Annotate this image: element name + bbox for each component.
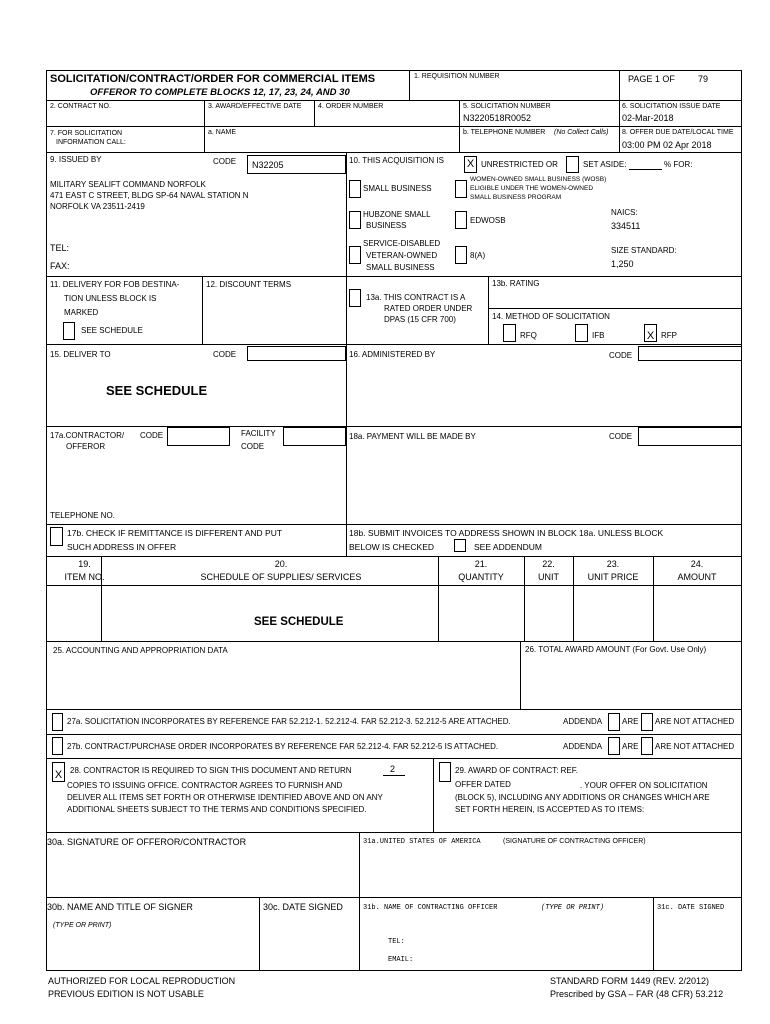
29-line-1: 29. AWARD OF CONTRACT: REF. xyxy=(455,766,578,775)
offer-due-value: 03:00 PM 02 Apr 2018 xyxy=(622,140,712,150)
contracting-officer-name-label: 31b. NAME OF CONTRACTING OFFICER xyxy=(363,904,498,912)
hubzone-label-1: HUBZONE SMALL xyxy=(363,210,431,219)
27b-are-checkbox[interactable] xyxy=(608,737,620,755)
info-call-label-2: INFORMATION CALL: xyxy=(56,139,126,146)
solicitation-number-label: 5. SOLICITATION NUMBER xyxy=(463,103,551,110)
sdvosb-label-3: SMALL BUSINESS xyxy=(366,263,435,272)
hubzone-label-2: BUSINESS xyxy=(366,221,407,230)
28-copies-line[interactable] xyxy=(383,775,405,776)
set-aside-checkbox[interactable] xyxy=(566,156,579,173)
edwosb-label: EDWOSB xyxy=(470,216,506,225)
contractor-label-1: 17a.CONTRACTOR/ xyxy=(50,431,125,440)
page-label: PAGE 1 OF xyxy=(628,74,675,84)
see-schedule-label: SEE SCHEDULE xyxy=(81,326,143,335)
wosb-label-1: WOMEN-OWNED SMALL BUSINESS (WOSB) xyxy=(470,176,607,183)
28-line-2: COPIES TO ISSUING OFFICE. CONTRACTOR AGREES TO FURNISH AND xyxy=(67,781,343,790)
col-unit-price: UNIT PRICE xyxy=(587,572,639,582)
deliver-to-code-field[interactable] xyxy=(247,346,346,361)
method-label: 14. METHOD OF SOLICITATION xyxy=(492,312,610,321)
col-amount-num: 24. xyxy=(690,559,704,569)
footer-authorized: AUTHORIZED FOR LOCAL REPRODUCTION xyxy=(48,976,236,986)
wosb-label-2: ELIGIBLE UNDER THE WOMEN-OWNED xyxy=(470,185,594,192)
payment-code-label: CODE xyxy=(609,432,633,441)
footer-previous-edition: PREVIOUS EDITION IS NOT USABLE xyxy=(48,989,204,999)
27b-are-label: ARE xyxy=(622,742,639,751)
29-checkbox[interactable] xyxy=(439,762,451,782)
27a-are-label: ARE xyxy=(622,717,639,726)
issuer-address-line1: MILITARY SEALIFT COMMAND NORFOLK xyxy=(50,180,206,189)
col-unit: UNIT xyxy=(538,572,559,582)
acquisition-label: 10. THIS ACQUISITION IS xyxy=(349,156,444,165)
27a-label: 27a. SOLICITATION INCORPORATES BY REFERENCE FAR 52.212-1. 52.212-4. FAR 52.212-3. 52.212-5 ARE ATTACHED. xyxy=(67,717,511,726)
28-line-3: DELIVER ALL ITEMS SET FORTH OR OTHERWISE IDENTIFIED ABOVE AND ON ANY xyxy=(67,793,383,802)
deliver-to-see-schedule: SEE SCHEDULE xyxy=(106,383,208,398)
col-item-no-num: 19. xyxy=(78,559,91,569)
dpas-label-1: 13a. THIS CONTRACT IS A xyxy=(366,293,466,302)
facility-label-2: CODE xyxy=(241,442,265,451)
issuer-fax-label: FAX: xyxy=(50,261,70,271)
col-schedule-num: 20. xyxy=(274,559,288,569)
sdvosb-checkbox[interactable] xyxy=(349,246,361,264)
telephone-no-label: TELEPHONE NO. xyxy=(50,511,115,520)
dpas-label-3: DPAS (15 CFR 700) xyxy=(384,315,456,324)
29-line-3: (BLOCK 5), INCLUDING ANY ADDITIONS OR CHANGES WHICH ARE xyxy=(455,793,710,802)
issued-by-label: 9. ISSUED BY xyxy=(50,155,102,164)
issuer-address-line2: 471 EAST C STREET, BLDG SP-64 NAVAL STATION N xyxy=(50,191,249,200)
eight-a-label: 8(A) xyxy=(470,251,486,260)
telephone-label: b. TELEPHONE NUMBER xyxy=(463,129,546,136)
27a-are-not-checkbox[interactable] xyxy=(641,713,653,731)
27b-are-not-checkbox[interactable] xyxy=(641,737,653,755)
eight-a-checkbox[interactable] xyxy=(455,246,467,264)
small-business-label: SMALL BUSINESS xyxy=(363,184,432,193)
ifb-label: IFB xyxy=(592,331,605,340)
signer-type-print: (TYPE OR PRINT) xyxy=(53,922,112,929)
edwosb-checkbox[interactable] xyxy=(455,211,467,229)
delivery-fob-label-1: 11. DELIVERY FOR FOB DESTINA- xyxy=(50,280,180,289)
rfp-label: RFP xyxy=(661,331,677,340)
date-signed-label: 30c. DATE SIGNED xyxy=(263,902,343,912)
27b-checkbox[interactable] xyxy=(52,737,63,755)
contracting-officer-signature-label: (SIGNATURE OF CONTRACTING OFFICER) xyxy=(503,838,646,845)
contractor-label-2: OFFEROR xyxy=(66,442,106,451)
27a-are-checkbox[interactable] xyxy=(608,713,620,731)
deliver-to-code-label: CODE xyxy=(213,350,237,359)
wosb-checkbox[interactable] xyxy=(455,180,467,198)
no-collect-note: (No Collect Calls) xyxy=(554,129,609,136)
signature-offeror-label: 30a. SIGNATURE OF OFFEROR/CONTRACTOR xyxy=(47,837,247,847)
administered-by-code-label: CODE xyxy=(609,351,633,360)
unrestricted-checkbox[interactable]: X xyxy=(464,156,477,173)
administered-by-label: 16. ADMINISTERED BY xyxy=(349,350,436,359)
remittance-checkbox[interactable] xyxy=(50,527,63,546)
28-checkbox[interactable]: X xyxy=(52,762,65,782)
offeror-signature-area[interactable] xyxy=(47,850,358,896)
form-subtitle: OFFEROR TO COMPLETE BLOCKS 12, 17, 23, 24, AND 30 xyxy=(90,87,350,98)
order-number-label: 4. ORDER NUMBER xyxy=(318,103,384,110)
signer-name-label: 30b. NAME AND TITLE OF SIGNER xyxy=(47,902,193,912)
issue-date-value: 02-Mar-2018 xyxy=(622,113,674,123)
remittance-label-1: 17b. CHECK IF REMITTANCE IS DIFFERENT AND PUT xyxy=(67,528,283,538)
sdvosb-label-1: SERVICE-DISABLED xyxy=(363,239,441,248)
usa-label: 31a.UNITED STATES OF AMERICA xyxy=(363,838,481,846)
27b-label: 27b. CONTRACT/PURCHASE ORDER INCORPORATES BY REFERENCE FAR 52.212-4. FAR 52.212-5 IS ATTACHED. xyxy=(67,742,499,751)
officer-date-signed-label: 31c. DATE SIGNED xyxy=(657,904,725,912)
wosb-label-3: SMALL BUSINESS PROGRAM xyxy=(470,194,562,201)
naics-label: NAICS: xyxy=(611,208,638,217)
issue-date-label: 6. SOLICITATION ISSUE DATE xyxy=(622,103,721,110)
facility-label-1: FACILITY xyxy=(241,429,276,438)
issued-by-code-label: CODE xyxy=(213,157,237,166)
27b-are-not-label: ARE NOT ATTACHED xyxy=(655,742,735,751)
contract-no-label: 2. CONTRACT NO. xyxy=(50,103,111,110)
form-title: SOLICITATION/CONTRACT/ORDER FOR COMMERCIAL ITEMS xyxy=(50,73,376,85)
officer-email-label: EMAIL: xyxy=(388,956,414,964)
set-aside-percent-label: % FOR: xyxy=(664,160,693,169)
rating-label: 13b. RATING xyxy=(492,279,540,288)
officer-type-print: (TYPE OR PRINT) xyxy=(541,904,605,912)
set-aside-label: SET ASIDE: xyxy=(583,160,627,169)
contractor-code-field[interactable] xyxy=(167,427,230,446)
col-unit-num: 22. xyxy=(542,559,555,569)
issuer-address-line3: NORFOLK VA 23511-2419 xyxy=(50,202,145,211)
rfp-checkbox[interactable]: X xyxy=(644,324,657,342)
officer-tel-label: TEL: xyxy=(388,938,405,946)
see-addendum-label: SEE ADDENDUM xyxy=(474,542,543,552)
offer-due-label: 8. OFFER DUE DATE/LOCAL TIME xyxy=(622,129,734,136)
size-standard-label: SIZE STANDARD: xyxy=(611,246,677,255)
award-date-label: 3. AWARD/EFFECTIVE DATE xyxy=(208,103,302,110)
27b-addenda-label: ADDENDA xyxy=(563,742,603,751)
29-line-2a: OFFER DATED xyxy=(455,780,511,789)
27a-checkbox[interactable] xyxy=(52,713,63,731)
see-addendum-checkbox[interactable] xyxy=(454,539,466,552)
items-see-schedule: SEE SCHEDULE xyxy=(254,616,344,628)
deliver-to-label: 15. DELIVER TO xyxy=(50,350,111,359)
see-schedule-checkbox[interactable] xyxy=(63,322,75,340)
remittance-label-2: SUCH ADDRESS IN OFFER xyxy=(67,542,177,552)
dpas-label-2: RATED ORDER UNDER xyxy=(384,304,473,313)
dpas-checkbox[interactable] xyxy=(349,289,361,307)
col-amount: AMOUNT xyxy=(677,572,717,582)
col-item-no: ITEM NO. xyxy=(64,572,105,582)
set-aside-percent-line[interactable] xyxy=(629,169,662,170)
accounting-label: 25. ACCOUNTING AND APPROPRIATION DATA xyxy=(53,646,228,655)
size-standard-value: 1,250 xyxy=(611,259,634,269)
facility-code-field[interactable] xyxy=(283,427,346,446)
issuer-tel-label: TEL: xyxy=(50,243,70,253)
submit-invoices-label-2: BELOW IS CHECKED xyxy=(349,542,435,552)
28-line-4: ADDITIONAL SHEETS SUBJECT TO THE TERMS AND CONDITIONS SPECIFIED. xyxy=(67,805,367,814)
total-award-label: 26. TOTAL AWARD AMOUNT (For Govt. Use Only) xyxy=(525,645,707,654)
rfq-label: RFQ xyxy=(520,331,537,340)
rfq-checkbox[interactable] xyxy=(503,324,516,342)
28-line-1: 28. CONTRACTOR IS REQUIRED TO SIGN THIS DOCUMENT AND RETURN xyxy=(70,766,352,775)
page-total: 79 xyxy=(698,74,709,84)
contractor-code-label: CODE xyxy=(140,431,164,440)
col-quantity: QUANTITY xyxy=(458,572,504,582)
issued-by-code-value: N32205 xyxy=(252,160,284,170)
col-unit-price-num: 23. xyxy=(606,559,620,569)
administered-by-code-field[interactable] xyxy=(638,346,742,361)
unrestricted-label: UNRESTRICTED OR xyxy=(481,160,558,169)
name-label: a. NAME xyxy=(208,129,237,136)
payment-label: 18a. PAYMENT WILL BE MADE BY xyxy=(349,432,476,441)
27a-addenda-label: ADDENDA xyxy=(563,717,603,726)
footer-form-number: STANDARD FORM 1449 (REV. 2/2012) xyxy=(550,976,710,986)
submit-invoices-label-1: 18b. SUBMIT INVOICES TO ADDRESS SHOWN IN BLOCK 18a. UNLESS BLOCK xyxy=(349,528,664,538)
hubzone-checkbox[interactable] xyxy=(349,211,361,229)
naics-value: 334511 xyxy=(611,221,641,231)
delivery-fob-label-3: MARKED xyxy=(64,308,99,317)
29-line-2b: . YOUR OFFER ON SOLICITATION xyxy=(580,781,708,790)
officer-signature-area[interactable] xyxy=(360,850,740,896)
sdvosb-label-2: VETERAN-OWNED xyxy=(366,251,438,260)
footer-prescribed: Prescribed by GSA – FAR (48 CFR) 53.212 xyxy=(550,989,724,999)
col-schedule: SCHEDULE OF SUPPLIES/ SERVICES xyxy=(200,572,362,582)
29-line-4: SET FORTH HEREIN, IS ACCEPTED AS TO ITEMS: xyxy=(455,805,645,814)
discount-terms-label: 12. DISCOUNT TERMS xyxy=(206,280,292,289)
small-business-checkbox[interactable] xyxy=(349,180,361,198)
27a-are-not-label: ARE NOT ATTACHED xyxy=(655,717,735,726)
ifb-checkbox[interactable] xyxy=(575,324,588,342)
col-quantity-num: 21. xyxy=(474,559,488,569)
solicitation-number-value: N3220518R0052 xyxy=(463,113,532,123)
payment-code-field[interactable] xyxy=(638,427,742,446)
28-copies: 2 xyxy=(390,764,396,774)
requisition-number-label: 1. REQUISITION NUMBER xyxy=(414,73,500,80)
delivery-fob-label-2: TION UNLESS BLOCK IS xyxy=(64,294,157,303)
info-call-label: 7. FOR SOLICITATION xyxy=(50,130,123,137)
